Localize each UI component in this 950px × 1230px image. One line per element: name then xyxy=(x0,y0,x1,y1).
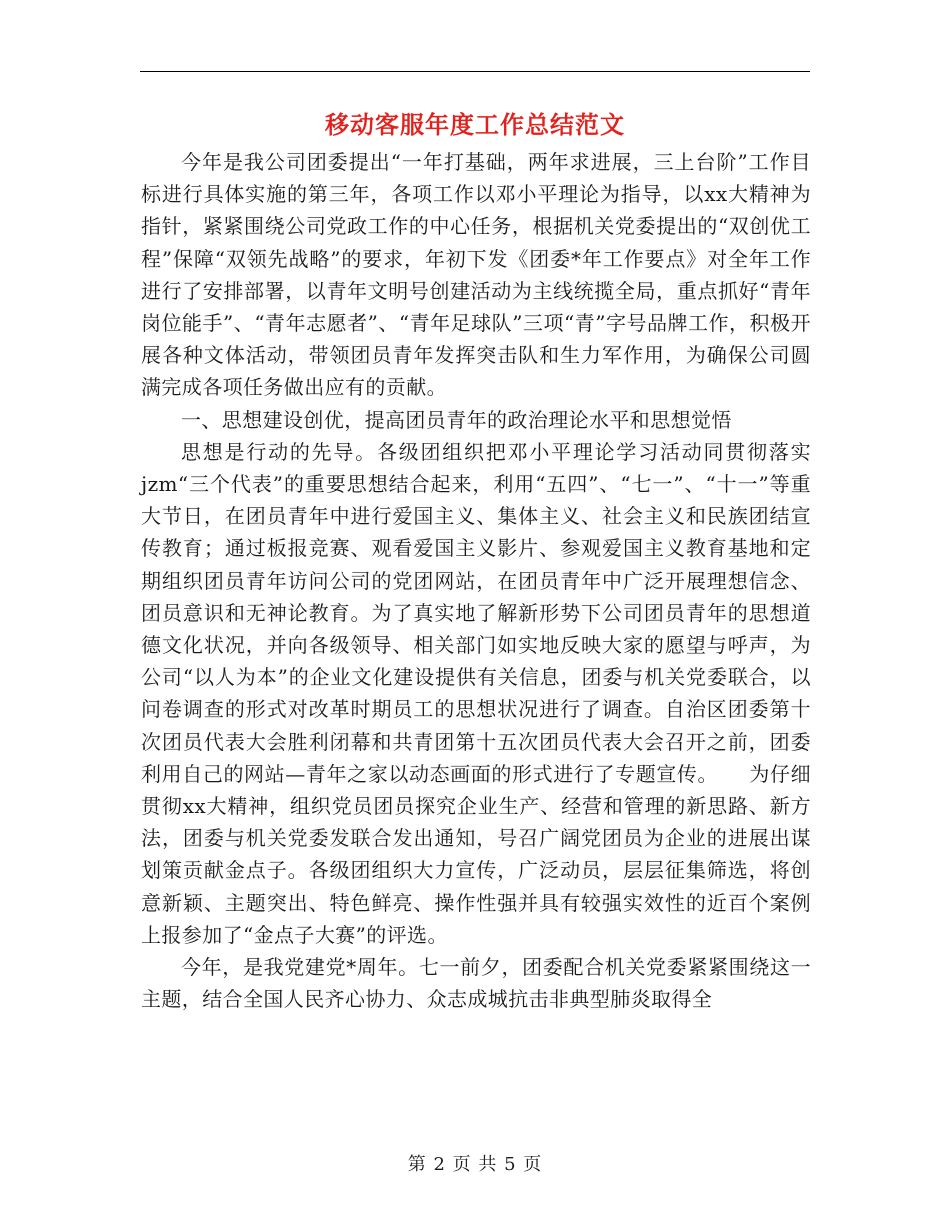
page-number: 第 2 页 共 5 页 xyxy=(407,1154,543,1175)
paragraph-intro: 今年是我公司团委提出“一年打基础，两年求进展，三上台阶”工作目标进行具体实施的第三年，各项工作以邓小平理论为指导，以xx大精神为指针，紧紧围绕公司党政工作的中心任务，根据机关党委提出的“双创优工程”保障“双领先战略”的要求，年初下发《团委*年工作要点》对全年工作进行了安排部署，以青年文明号创建活动为主线统揽全局，重点抓好“青年岗位能手”、“青年志愿者”、“青年足球队”三项“青”字号品牌工作，积极开展各种文体活动，带领团员青年发挥突击队和生力军作用，为确保公司圆满完成各项任务做出应有的贡献。 xyxy=(141,150,811,400)
document-body xyxy=(141,146,811,1015)
document-title: 移动客服年度工作总结范文 xyxy=(325,110,625,139)
paragraph-anniversary: 今年，是我党建党*周年。七一前夕，团委配合机关党委紧紧围绕这一主题，结合全国人民齐心协力、众志成城抗击非典型肺炎取得全 xyxy=(141,955,811,1012)
header-rule xyxy=(140,71,810,72)
section-heading-1: 一、思想建设创优，提高团员青年的政治理论水平和思想觉悟 xyxy=(181,407,732,432)
paragraph-section-1: 思想是行动的先导。各级团组织把邓小平理论学习活动同贯彻落实jzm“三个代表”的重要思想结合起来，利用“五四”、“七一”、“十一”等重大节日，在团员青年中进行爱国主义、集体主义、社会主义和民族团结宣传教育；通过板报竞赛、观看爱国主义影片、参观爱国主义教育基地和定期组织团员青年访问公司的党团网站，在团员青年中广泛开展理想信念、团员意识和无神论教育。为了真实地了解新形势下公司团员青年的思想道德文化状况，并向各级领导、相关部门如实地反映大家的愿望与呼声，为公司“以人为本”的企业文化建设提供有关信息，团委与机关党委联合，以问卷调查的形式对改革时期员工的思想状况进行了调查。自治区团委第十次团员代表大会胜利闭幕和共青团第十五次团员代表大会召开之前，团委利用自己的网站—青年之家以动态画面的形式进行了专题宣传。 为仔细贯彻xx大精神，组织党员团员探究企业生产、经营和管理的新思路、新方法，团委与机关党委发联合发出通知，号召广阔党团员为企业的进展出谋划策贡献金点子。各级团组织大力宣传，广泛动员，层层征集筛选，将创意新颖、主题突出、特色鲜亮、操作性强并具有较强实效性的近百个案例上报参加了“金点子大赛”的评选。 xyxy=(141,439,811,947)
